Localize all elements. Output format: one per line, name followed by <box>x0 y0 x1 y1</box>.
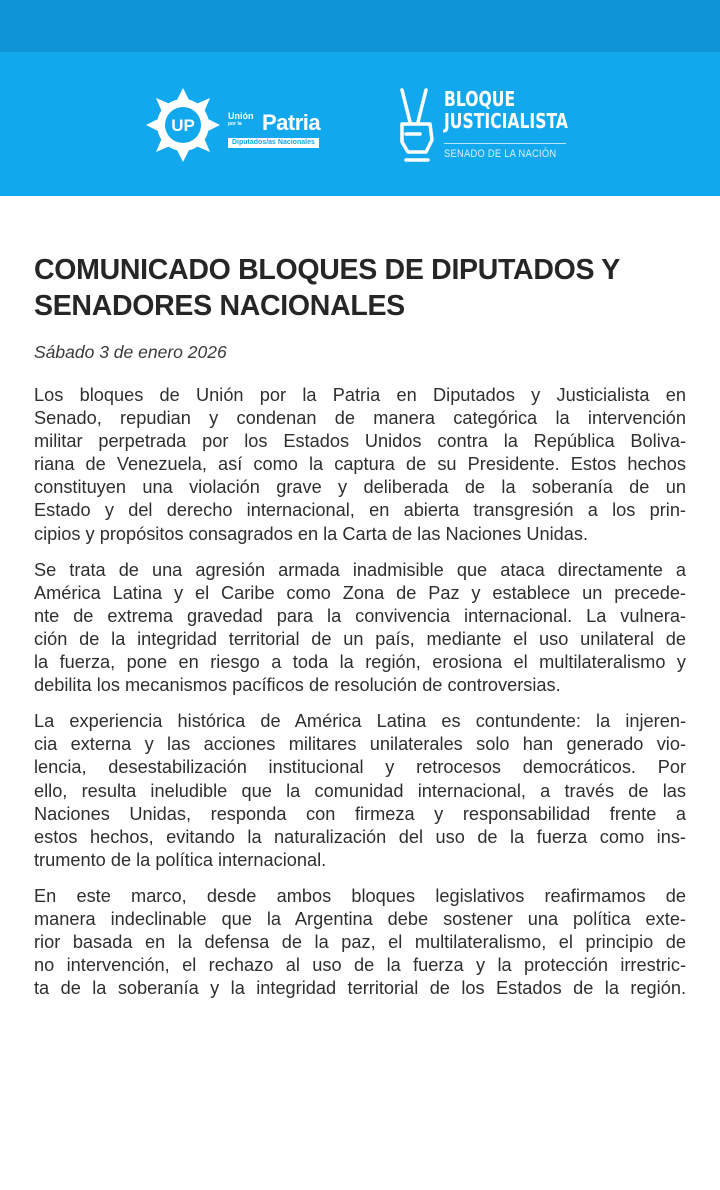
header-banner <box>0 0 720 196</box>
peace-hand-icon <box>396 86 440 164</box>
document-date: Sábado 3 de enero 2026 <box>34 342 227 362</box>
paragraph-line: constituyen una violación grave y deliberada de la soberanía de un <box>34 477 686 498</box>
up-por-la-text: por la <box>228 121 242 127</box>
paragraph-line: lencia, desestabilización institucional y retrocesos democráticos. Por <box>34 757 686 778</box>
up-badge-icon <box>144 86 222 164</box>
paragraph-line: Se trata de una agresión armada inadmisible que ataca directamente a <box>34 559 686 580</box>
paragraph-line: cipios y propósitos consagrados en la Carta de las Naciones Unidas. <box>34 523 589 544</box>
paragraph-line: ción de la integridad territorial de un país, mediante el uso unilateral de <box>34 628 686 649</box>
paragraph-line: militar perpetrada por los Estados Unidos contra la República Boliva- <box>34 431 686 452</box>
paragraph-line: cia externa y las acciones militares unilaterales solo han generado vio- <box>34 734 686 755</box>
up-subtitle: Diputados/as Nacionales <box>228 138 319 148</box>
paragraph-3 <box>34 710 686 872</box>
paragraph-line: Los bloques de Unión por la Patria en Diputados y Justicialista en <box>34 385 686 405</box>
paragraph-line: Senado, repudian y condenan de manera categórica la intervención <box>34 408 686 429</box>
paragraph-line: ta de la soberanía y la integridad territorial de los Estados de la región. <box>34 978 686 999</box>
paragraph-line: estos hechos, evitando la naturalización del uso de la fuerza como ins- <box>34 826 686 847</box>
paragraph-line: América Latina y el Caribe como Zona de Paz y establece un precede- <box>34 582 686 603</box>
communique-body <box>34 252 686 1000</box>
paragraph-line: nte de extrema gravedad para la convivencia internacional. La vulnera- <box>34 605 686 626</box>
union-por-la-patria-logo <box>144 86 344 166</box>
up-patria-text: Patria <box>262 110 321 135</box>
title-line-2: SENADORES NACIONALES <box>34 290 405 322</box>
paragraph-line: riana de Venezuela, así como la captura de su Presidente. Estos hechos <box>34 454 686 475</box>
paragraph-4 <box>34 885 686 1000</box>
paragraph-line: debilita los mecanismos pacíficos de resolución de controversias. <box>34 675 561 696</box>
paragraph-line: rior basada en la defensa de la paz, el multilateralismo, el principio de <box>34 932 686 953</box>
paragraph-line: Estado y del derecho internacional, en abierta transgresión a los prin- <box>34 500 686 521</box>
senado-subtitle: SENADO DE LA NACIÓN <box>444 148 557 160</box>
logo-divider <box>444 143 566 144</box>
paragraph-line: manera indeclinable que la Argentina debe sostener una política exte- <box>34 908 686 929</box>
paragraph-line: En este marco, desde ambos bloques legislativos reafirmamos de <box>34 885 686 906</box>
paragraph-line: la fuerza, pone en riesgo a toda la región, erosiona el multilateralismo y <box>34 652 686 673</box>
bloque-justicialista-logo <box>396 86 586 168</box>
justicialista-text: JUSTICIALISTA <box>444 109 568 133</box>
banner-top-strip <box>0 0 720 52</box>
paragraph-1 <box>34 384 686 546</box>
paragraph-line: La experiencia histórica de América Latina es contundente: la injeren- <box>34 711 686 732</box>
up-union-text: Unión <box>228 111 254 121</box>
paragraph-line: no intervención, el rechazo al uso de la fuerza y la protección irrestric- <box>34 955 686 976</box>
paragraph-line: trumento de la política internacional. <box>34 849 327 870</box>
document-title <box>34 252 686 324</box>
title-line-1: COMUNICADO BLOQUES DE DIPUTADOS Y <box>34 254 620 286</box>
paragraph-2 <box>34 559 686 698</box>
bloque-text: BLOQUE <box>444 87 516 111</box>
up-badge-text: UP <box>171 116 195 135</box>
paragraph-line: ello, resulta ineludible que la comunidad internacional, a través de las <box>34 780 686 801</box>
up-wordmark <box>228 110 321 146</box>
paragraph-line: Naciones Unidas, responda con firmeza y responsabilidad frente a <box>34 803 686 824</box>
